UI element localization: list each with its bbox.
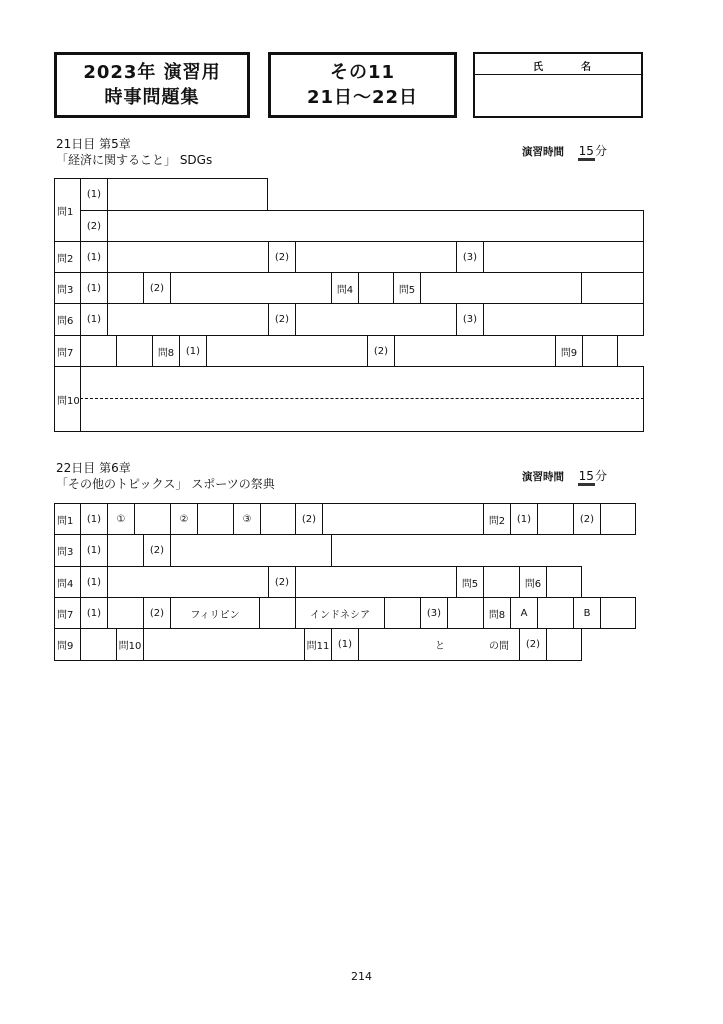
d22-q8-a-answer[interactable] <box>537 597 574 629</box>
d22-q7-philippines-label: フィリピン <box>170 597 260 629</box>
d22-q10-answer[interactable] <box>143 628 305 661</box>
d21-q7-answer-2[interactable] <box>116 335 153 367</box>
d22-q3-p2-answer[interactable] <box>170 534 332 567</box>
d21-q1-p1-label: (1) <box>80 178 108 211</box>
d21-q3-p2-label: (2) <box>143 272 171 304</box>
d22-q2-p2-answer[interactable] <box>600 503 636 535</box>
d22-q7-indonesia-answer[interactable] <box>384 597 421 629</box>
d22-q11-p2-answer[interactable] <box>546 628 582 661</box>
name-input-area[interactable] <box>475 74 641 116</box>
d22-q6-answer[interactable] <box>546 566 582 598</box>
day22-heading: 22日目 第6章 <box>56 461 131 475</box>
d22-q1-p1-label: (1) <box>80 503 108 535</box>
d22-q8-a-label: A <box>510 597 538 629</box>
d22-q8-label: 問8 <box>483 597 511 629</box>
d22-q9-label: 問9 <box>54 628 81 661</box>
name-box-header <box>475 54 641 75</box>
session-line-2: 21日〜22日 <box>306 87 419 108</box>
d22-q4-p1-answer[interactable] <box>107 566 269 598</box>
d22-q2-label: 問2 <box>483 503 511 535</box>
d22-q7-p3-label: (3) <box>420 597 448 629</box>
d22-q10-label: 問10 <box>116 628 144 661</box>
day22-time-number: 15 <box>578 469 595 486</box>
page-number: 214 <box>351 970 372 983</box>
title-line-1: 2023年 演習用 <box>83 62 221 83</box>
day21-drill-time <box>522 142 607 159</box>
day21-time-number: 15 <box>578 144 595 161</box>
day22-drill-time <box>522 467 607 484</box>
d21-q1-label: 問1 <box>54 178 81 242</box>
d22-q1-c3-label: ③ <box>233 503 261 535</box>
session-line-1: その11 <box>329 62 396 83</box>
name-box <box>473 52 643 118</box>
d21-q3-p2-answer[interactable] <box>170 272 332 304</box>
d22-q3-p2-label: (2) <box>143 534 171 567</box>
d22-q7-indonesia-label: インドネシア <box>295 597 385 629</box>
session-box <box>268 52 457 118</box>
d22-q11-between-text: の間 <box>489 641 509 652</box>
d21-q5-answer[interactable] <box>420 272 582 304</box>
day22-answer-grid <box>54 503 644 663</box>
d21-q4-label: 問4 <box>331 272 359 304</box>
d21-q6-p2-label: (2) <box>268 303 296 336</box>
d21-q2-p3-answer[interactable] <box>483 241 644 273</box>
d22-q11-to-text: と <box>435 641 445 652</box>
d22-q2-p1-answer[interactable] <box>537 503 574 535</box>
d21-q8-p1-answer[interactable] <box>206 335 368 367</box>
d21-q8-label: 問8 <box>152 335 180 367</box>
d22-q11-p1-answer[interactable] <box>358 628 520 661</box>
d21-q3-p1-label: (1) <box>80 272 108 304</box>
d22-q7-p3-answer[interactable] <box>447 597 484 629</box>
d21-q9-label: 問9 <box>555 335 583 367</box>
d22-q11-p1-label: (1) <box>331 628 359 661</box>
d21-q7-answer-1[interactable] <box>80 335 117 367</box>
d22-q7-p2-label: (2) <box>143 597 171 629</box>
d21-q1-p1-answer[interactable] <box>107 178 268 211</box>
d22-q1-c3-answer[interactable] <box>260 503 296 535</box>
d22-q1-c1-label: ① <box>107 503 135 535</box>
d22-q7-p1-answer[interactable] <box>107 597 144 629</box>
d21-q6-p1-answer[interactable] <box>107 303 269 336</box>
d22-q1-label: 問1 <box>54 503 81 535</box>
d22-q5-answer[interactable] <box>483 566 520 598</box>
d21-q2-p2-answer[interactable] <box>295 241 457 273</box>
d21-q10-dashed-line <box>80 398 644 399</box>
name-label-given: 名 <box>581 62 591 73</box>
d22-q1-p2-label: (2) <box>295 503 323 535</box>
d21-q8-p2-label: (2) <box>367 335 395 367</box>
d22-q11-label: 問11 <box>304 628 332 661</box>
d22-q6-label: 問6 <box>519 566 547 598</box>
d21-q2-p1-answer[interactable] <box>107 241 269 273</box>
d21-q10-answer[interactable] <box>80 366 644 432</box>
d22-q2-p1-label: (1) <box>510 503 538 535</box>
day21-time-unit: 分 <box>594 144 607 158</box>
day21-heading: 21日目 第5章 <box>56 137 131 151</box>
d22-q4-p1-label: (1) <box>80 566 108 598</box>
d22-q11-p2-label: (2) <box>519 628 547 661</box>
d22-q5-label: 問5 <box>456 566 484 598</box>
d22-q7-label: 問7 <box>54 597 81 629</box>
d21-row3-filler <box>581 272 644 304</box>
d22-q1-p2-answer[interactable] <box>322 503 484 535</box>
d21-q2-p1-label: (1) <box>80 241 108 273</box>
d21-q3-label: 問3 <box>54 272 81 304</box>
day22-time-unit: 分 <box>594 469 607 483</box>
d22-q4-label: 問4 <box>54 566 81 598</box>
d21-q3-p1-answer[interactable] <box>107 272 144 304</box>
title-line-2: 時事問題集 <box>104 87 200 108</box>
d22-q7-philippines-answer[interactable] <box>259 597 296 629</box>
day22-time-label: 演習時間 <box>522 471 564 483</box>
d21-q6-label: 問6 <box>54 303 81 336</box>
d21-q6-p2-answer[interactable] <box>295 303 457 336</box>
d22-q1-c2-label: ② <box>170 503 198 535</box>
title-box <box>54 52 250 118</box>
d21-q7-label: 問7 <box>54 335 81 367</box>
day21-time-label: 演習時間 <box>522 146 564 158</box>
d22-q4-p2-answer[interactable] <box>295 566 457 598</box>
d22-q3-label: 問3 <box>54 534 81 567</box>
d22-q4-p2-label: (2) <box>268 566 296 598</box>
d21-q2-p2-label: (2) <box>268 241 296 273</box>
d21-q6-p1-label: (1) <box>80 303 108 336</box>
d21-q9-answer[interactable] <box>582 335 618 367</box>
d22-q9-answer[interactable] <box>80 628 117 661</box>
d21-q4-answer[interactable] <box>358 272 394 304</box>
d21-q5-label: 問5 <box>393 272 421 304</box>
d21-q1-p2-label: (2) <box>80 210 108 242</box>
d21-q1-p2-answer[interactable] <box>107 210 644 242</box>
d21-q10-label: 問10 <box>54 366 81 432</box>
d21-q8-p1-label: (1) <box>179 335 207 367</box>
d22-q3-p1-answer[interactable] <box>107 534 144 567</box>
d22-q8-b-answer[interactable] <box>600 597 636 629</box>
d22-q7-p1-label: (1) <box>80 597 108 629</box>
d22-q1-c2-answer[interactable] <box>197 503 234 535</box>
day21-subtitle: 「経済に関すること」 SDGs <box>56 153 213 167</box>
d22-q3-p1-label: (1) <box>80 534 108 567</box>
d22-q8-b-label: B <box>573 597 601 629</box>
day22-subtitle: 「その他のトピックス」 スポーツの祭典 <box>56 477 275 491</box>
d21-q8-p2-answer[interactable] <box>394 335 556 367</box>
d22-q2-p2-label: (2) <box>573 503 601 535</box>
d21-q2-label: 問2 <box>54 241 81 273</box>
d21-q6-p3-answer[interactable] <box>483 303 644 336</box>
d21-q2-p3-label: (3) <box>456 241 484 273</box>
name-label-family: 氏 <box>533 62 543 73</box>
day21-answer-grid <box>54 178 644 432</box>
d22-q1-c1-answer[interactable] <box>134 503 171 535</box>
d21-q6-p3-label: (3) <box>456 303 484 336</box>
